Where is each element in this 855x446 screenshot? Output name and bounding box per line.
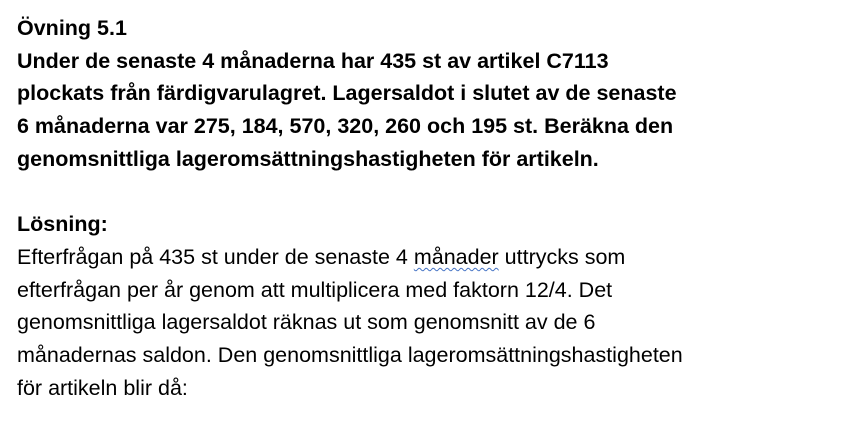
paragraph-spacer	[17, 175, 847, 208]
question-line: 6 månaderna var 275, 184, 570, 320, 260 och 195 st. Beräkna den	[17, 114, 674, 139]
solution-line-end: uttrycks som	[498, 244, 626, 269]
exercise-title: Övning 5.1	[17, 16, 127, 40]
solution-line: månadernas saldon. Den genomsnittliga lageromsättningshastigheten	[17, 342, 683, 367]
question-line: genomsnittliga lageromsättningshastigheten för artikeln.	[17, 146, 599, 171]
spellcheck-flagged-word[interactable]: månader	[413, 244, 499, 269]
question-line: plockats från färdigvarulagret. Lagersaldot i slutet av de senaste	[17, 81, 677, 106]
solution-line: genomsnittliga lagersaldot räknas ut som genomsnitt av de 6	[17, 310, 596, 335]
solution-line: för artikeln blir då:	[17, 375, 188, 400]
solution-line: efterfrågan per år genom att multiplicera med faktorn 12/4. Det	[17, 277, 613, 302]
solution-line-start: Efterfrågan på 435 st under de senaste 4	[17, 244, 414, 269]
solution-heading: Lösning:	[17, 212, 108, 237]
document-page	[17, 12, 847, 404]
solution-line	[17, 241, 847, 274]
question-line: Under de senaste 4 månaderna har 435 st av artikel C7113	[17, 48, 609, 73]
